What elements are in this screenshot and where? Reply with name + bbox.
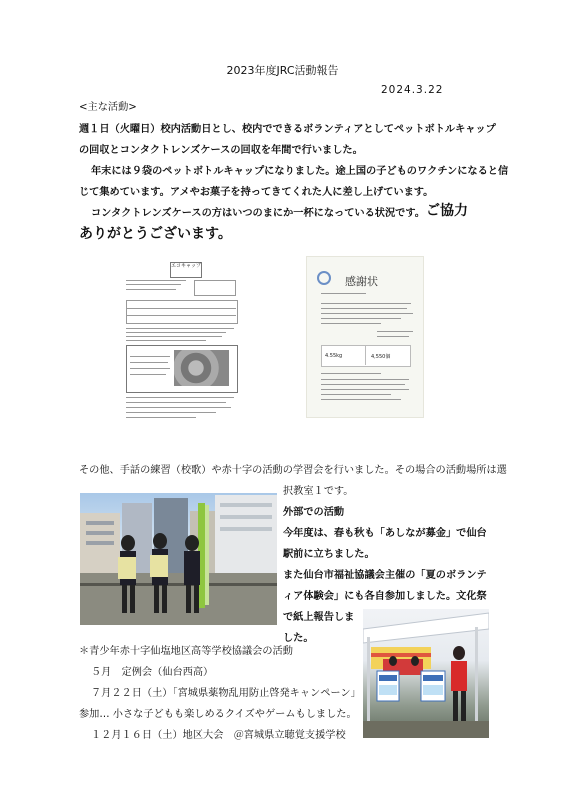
certificate-image bbox=[306, 256, 424, 418]
outside-line4: ィア体験会」にも各自参加しました。文化祭 bbox=[283, 591, 487, 602]
caps-photo bbox=[174, 350, 229, 386]
station-fundraising-photo bbox=[80, 493, 277, 625]
outside-line5: で紙上報告しま bbox=[283, 612, 355, 623]
other-line1: その他、手話の練習（校歌）や赤十字の活動の学習会を行いました。その場合の活動場所は選 bbox=[79, 465, 507, 476]
certificate-title: 感謝状 bbox=[345, 275, 378, 288]
council-item2-cont: 参加… 小さな子どもも楽しめるクイズやゲームもしました。 bbox=[79, 709, 357, 720]
report-date: 2024.3.22 bbox=[381, 84, 444, 96]
main-para1-line2: の回収とコンタクトレンズケースの回収を年間で行いました。 bbox=[79, 145, 363, 156]
council-item3: １２月１６日（土）地区大会 ＠宮城県立聴覚支援学校 bbox=[91, 730, 346, 741]
outside-line2: 駅前に立ちました。 bbox=[283, 549, 375, 560]
outside-line3: また仙台市福祉協議会主催の「夏のボランテ bbox=[283, 570, 487, 581]
council-item2: ７月２２日（土）「宮城県薬物乱用防止啓発キャンペーン」 bbox=[91, 688, 361, 699]
main-para1-line1: 週１日（火曜日）校内活動日とし、校内でできるボランティアとしてペットボトルキャップ bbox=[79, 124, 496, 135]
main-para2-line1: 年末には９袋のペットボトルキャップになりました。途上国の子どものワクチンになると信 bbox=[91, 166, 509, 177]
other-line2: 択教室１です。 bbox=[283, 486, 354, 497]
main-para2-line2: じて集めています。アメやお菓子を持ってきてくれた人に差し上げています。 bbox=[79, 187, 434, 198]
section-heading-main: <主な活動> bbox=[79, 102, 137, 113]
certificate-weight: 4.55kg bbox=[325, 353, 343, 359]
outside-line1: 今年度は、春も秋も「あしなが募金」で仙台 bbox=[283, 528, 487, 539]
certificate-count: 4,550個 bbox=[371, 354, 391, 360]
ecocap-receipt-image bbox=[120, 256, 242, 426]
council-item1: ５月 定例会（仙台西高） bbox=[91, 667, 214, 678]
ecocap-receipt-header: エコキャップ bbox=[170, 262, 202, 278]
thanks-text-a: ご協力 bbox=[426, 203, 468, 219]
outside-line6: した。 bbox=[283, 633, 314, 644]
thanks-text-b: ありがとうございます。 bbox=[79, 226, 232, 242]
campaign-tent-photo bbox=[363, 609, 489, 738]
council-heading: ＊青少年赤十字仙塩地区高等学校協議会の活動 bbox=[79, 646, 293, 657]
main-para3-line1: コンタクトレンズケースの方はいつのまにか一杯になっている状況です。 bbox=[91, 208, 425, 219]
report-title: 2023年度JRC活動報告 bbox=[226, 64, 339, 77]
org-logo-icon bbox=[317, 271, 331, 285]
outside-heading: 外部での活動 bbox=[283, 507, 345, 518]
